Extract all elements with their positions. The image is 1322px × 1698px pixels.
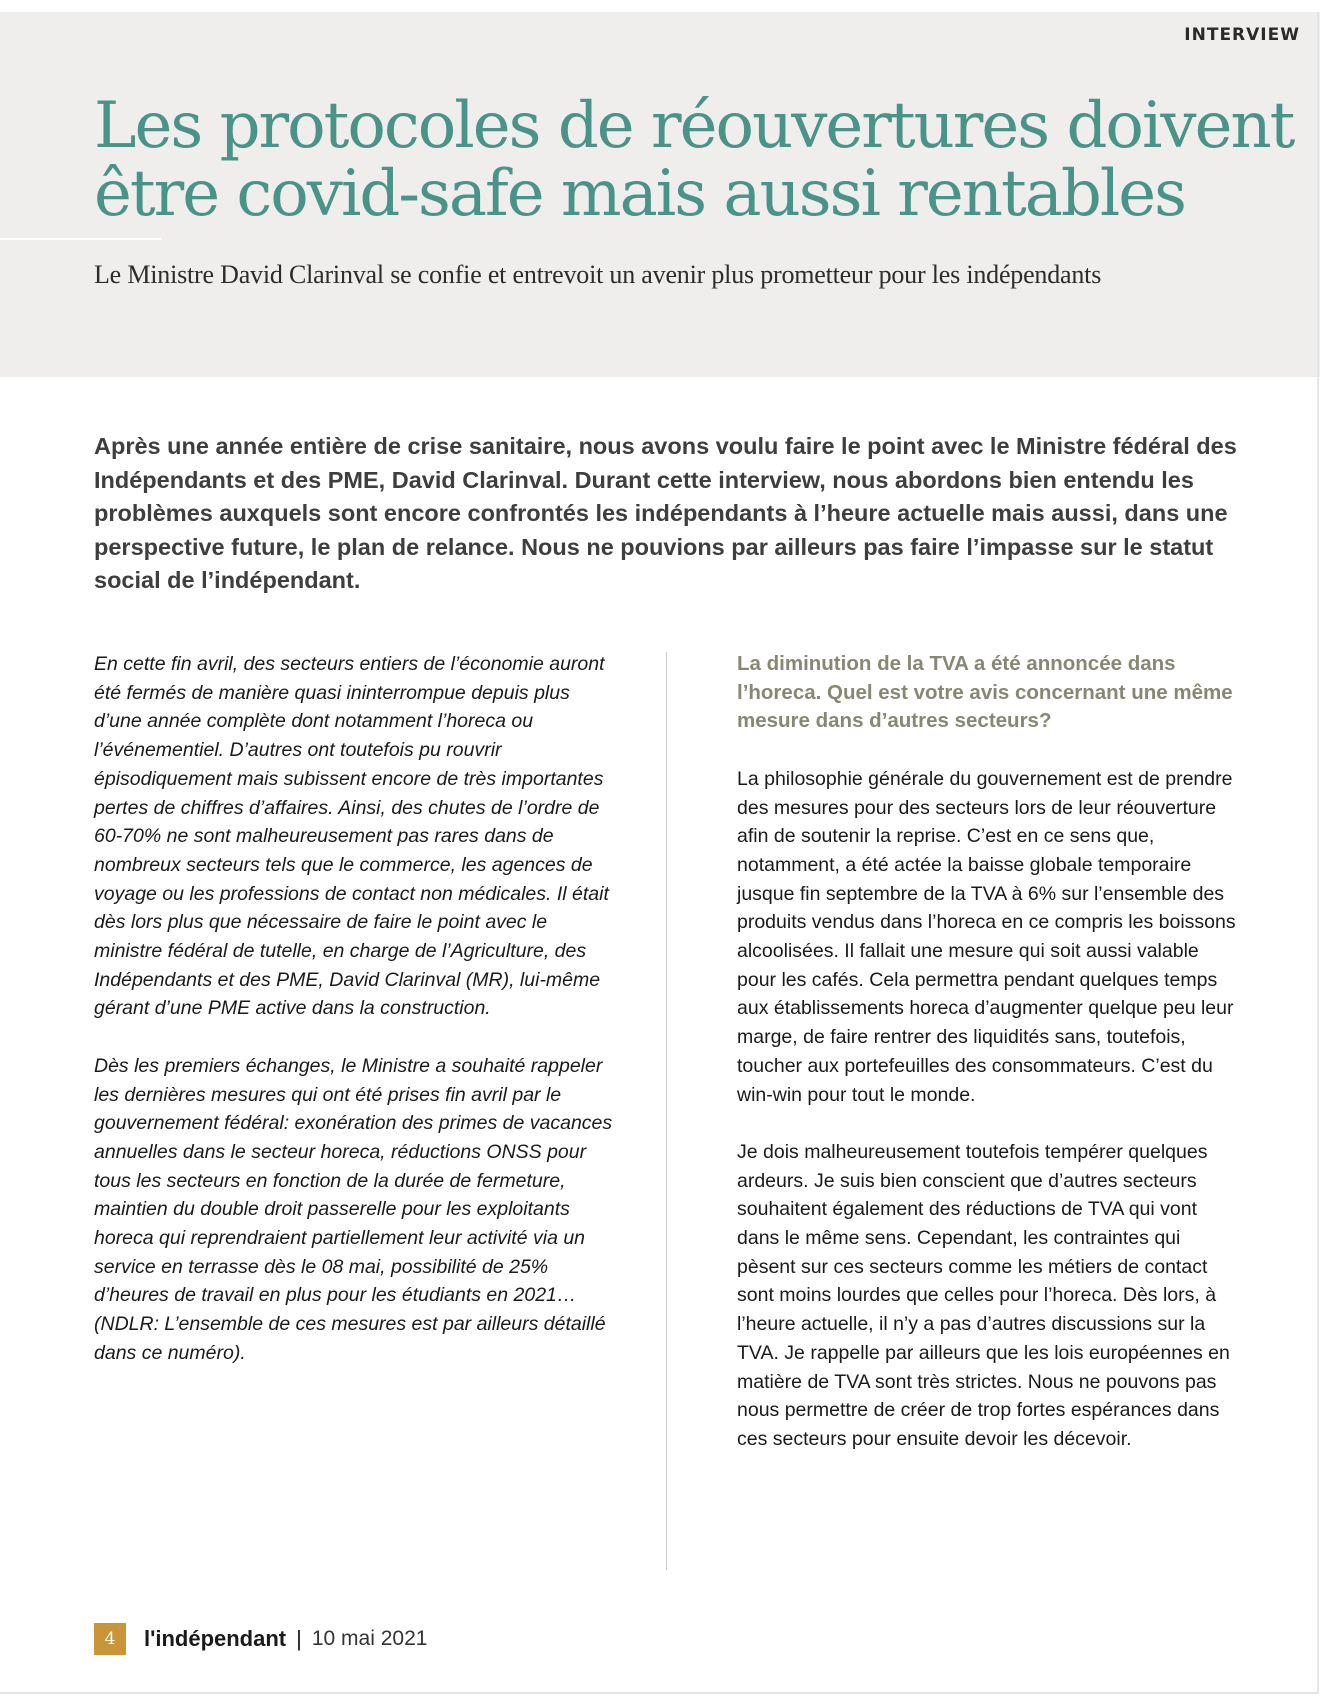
article-title: Les protocoles de réouvertures doivent être covid-safe mais aussi rentables xyxy=(94,89,1294,231)
interview-answer: La philosophie générale du gouvernement est de prendre des mesures pour des secteurs lors de leur réouverture afin de soutenir la reprise. C’est en ce sens que, notamment, a été actée la baisse globale temporaire jusque fin septembre de la TVA à 6% sur l’ensemble des produits vendus dans l’horeca en ce compris les boissons alcoolisées. Il fallait une mesure qui soit aussi valable pour les cafés. Cela permettra pendant quelques temps aux établissements horeca d’augmenter quelque peu leur marge, de faire rentrer des liquidités sans, toutefois, toucher aux portefeuilles des consommateurs. C’est du win-win pour tout le monde. xyxy=(737,767,1236,1106)
left-column xyxy=(94,650,614,1396)
section-label: INTERVIEW xyxy=(1184,25,1300,45)
right-column xyxy=(737,650,1237,1482)
column-divider xyxy=(666,652,667,1570)
issue-date: 10 mai 2021 xyxy=(311,1627,428,1650)
page-number: 4 xyxy=(94,1623,126,1655)
title-rule xyxy=(0,238,162,240)
left-paragraph: En cette fin avril, des secteurs entiers de l’économie auront été fermés de manière quasi ininterrompue depuis plus d’une année complète dont notamment l’horeca ou l’événementiel. D’autres ont toutefois pu rouvrir épisodiquement mais subissent encore de très importantes pertes de chiffres d’affaires. Ainsi, des chutes de l’ordre de 60-70% ne sont malheureusement pas rares dans de nombreux secteurs tels que le commerce, les agences de voyage ou les professions de contact non médicales. Il était dès lors plus que nécessaire de faire le point avec le ministre fédéral de tutelle, en charge de l’Agriculture, des Indépendants et des PME, David Clarinval (MR), lui-même gérant d’une PME active dans la construction. xyxy=(94,653,609,1020)
publication-name: l'indépendant xyxy=(144,1626,287,1651)
interview-answer: Je dois malheureusement toutefois tempérer quelques ardeurs. Je suis bien conscient que d’autres secteurs souhaitent également des réductions de TVA qui vont dans le même sens. Cependant, les contraintes qui pèsent sur ces secteurs comme les métiers de contact sont moins lourdes que celles pour l’horeca. Dès lors, à l’heure actuelle, il n’y a pas d’autres discussions sur la TVA. Je rappelle par ailleurs que les lois européennes en matière de TVA sont très strictes. Nous ne pouvons pas nous permettre de créer de trop fortes espérances dans ces secteurs pour ensuite devoir les décevoir. xyxy=(737,1140,1230,1450)
left-paragraph: Dès les premiers échanges, le Ministre a souhaité rappeler les dernières mesures qui ont été prises fin avril par le gouvernement fédéral: exonération des primes de vacances annuelles dans le secteur horeca, réductions ONSS pour tous les secteurs en fonction de la durée de fermeture, maintien du double droit passerelle pour les exploitants horeca qui reprendraient partiellement leur activité via un service en terrasse dès le 08 mai, possibilité de 25% d’heures de travail en plus pour les étudiants en 2021… (NDLR: L’ensemble de ces mesures est par ailleurs détaillé dans ce numéro). xyxy=(94,1054,613,1364)
footer-separator: | xyxy=(296,1626,302,1651)
interview-question: La diminution de la TVA a été annoncée dans l’horeca. Quel est votre avis concernant une même mesure dans d’autres secteurs? xyxy=(737,652,1233,733)
page-footer xyxy=(94,1622,427,1656)
article-subtitle: Le Ministre David Clarinval se confie et entrevoit un avenir plus prometteur pour les indépendants xyxy=(94,260,1102,289)
article-lead: Après une année entière de crise sanitaire, nous avons voulu faire le point avec le Ministre fédéral des Indépendants et des PME, David Clarinval. Durant cette interview, nous abordons bien entendu les problèmes auxquels sont encore confrontés les indépendants à l’heure actuelle mais aussi, dans une perspective future, le plan de relance. Nous ne pouvions par ailleurs pas faire l’impasse sur le statut social de l’indépendant. xyxy=(94,433,1237,593)
